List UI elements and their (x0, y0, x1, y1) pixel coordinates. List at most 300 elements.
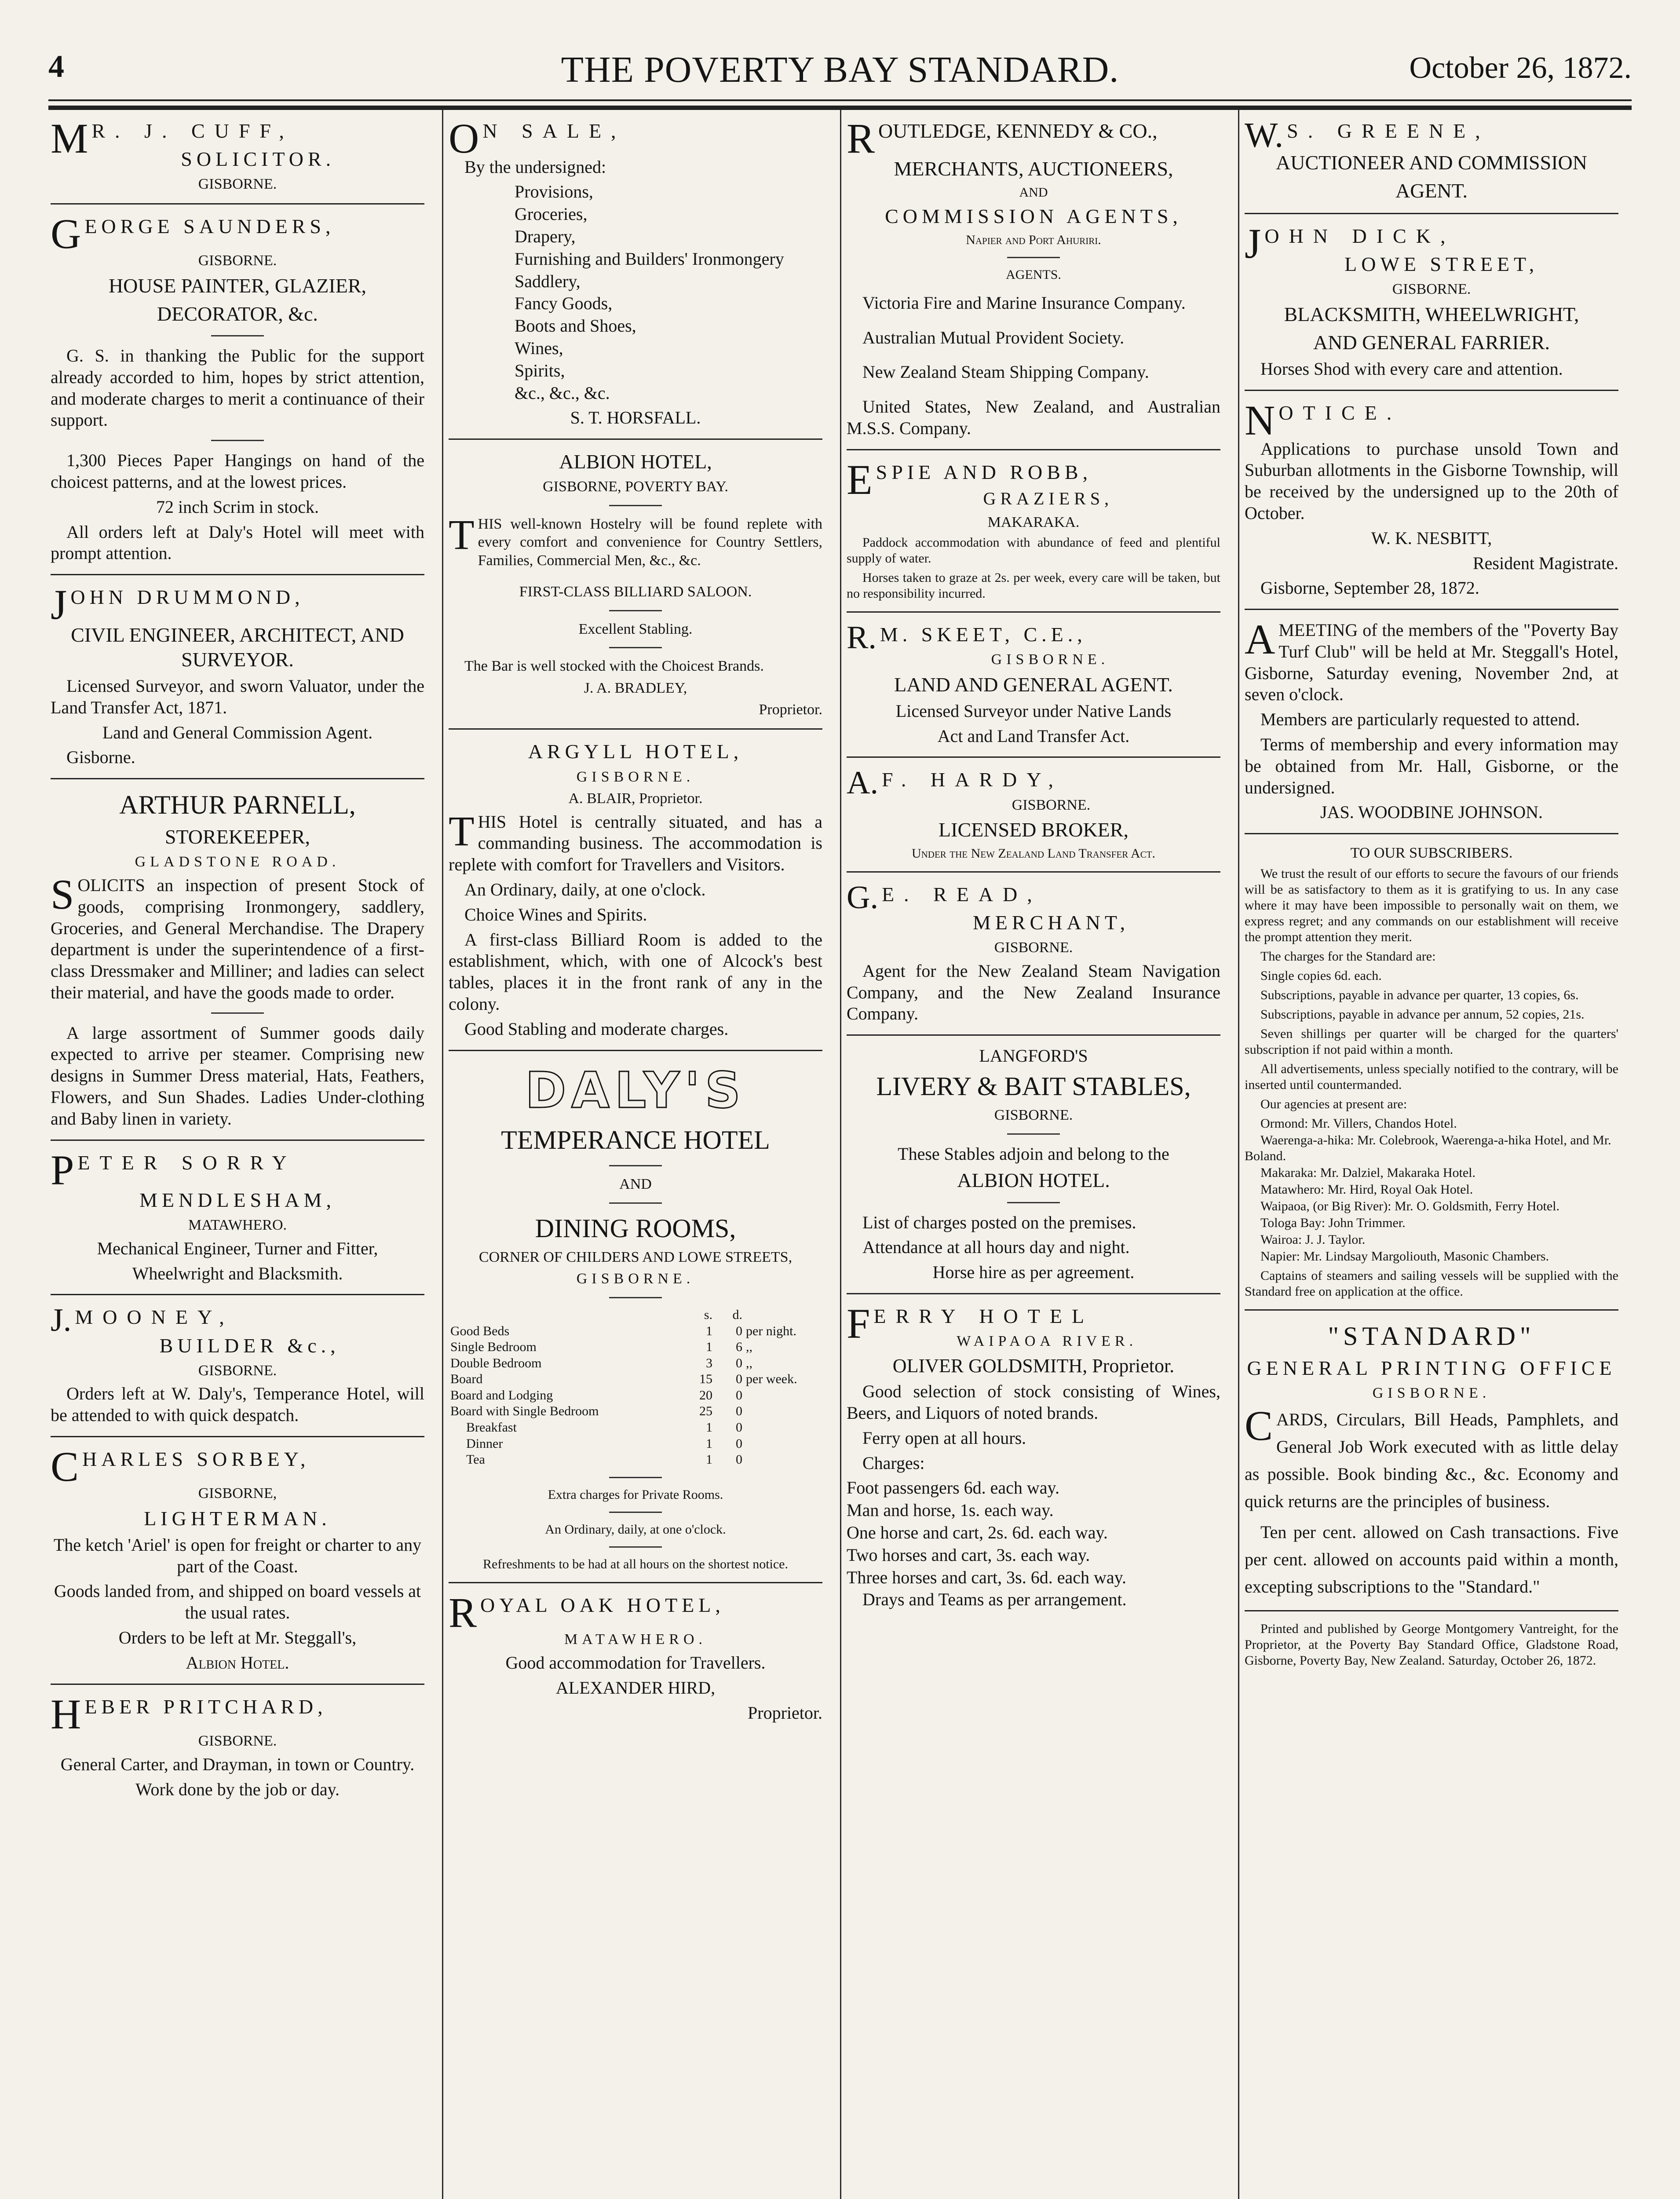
ad-divider (51, 1140, 424, 1141)
ad-location: GISBORNE. (198, 252, 277, 269)
list-item: Drays and Teams as per arrangement. (862, 1589, 1127, 1610)
list-item: Drapery, (515, 226, 576, 246)
ad-divider (449, 438, 822, 440)
table-cell: ,, (746, 1340, 752, 1355)
table-row (449, 1403, 822, 1420)
table-cell (744, 1420, 822, 1436)
ad-text: An Ordinary, daily, at one o'clock. (464, 879, 706, 899)
drop-cap: C (51, 1443, 79, 1490)
ad-title: MERCHANTS, AUCTIONEERS, (894, 157, 1173, 180)
ad-text: Attendance at all hours day and night. (862, 1237, 1130, 1257)
ad-text: Horses taken to graze at 2s. per week, every care will be taken, but no responsibility incurred. (847, 570, 1220, 601)
ad-text: MEETING of the members of the "Poverty Bay Turf Club" will be held at Mr. Steggall's Hotel, Gisborne, Saturday evening, November 2nd, at seven o'clock. (1245, 620, 1618, 705)
drop-cap: O (449, 119, 479, 162)
drop-cap: N (1245, 396, 1275, 444)
ad-standard-printing (1245, 1320, 1618, 1600)
newspaper-title: THE POVERTY BAY STANDARD. (561, 49, 1119, 90)
ad-subheading: DINING ROOMS, (535, 1213, 736, 1243)
drop-cap: M (51, 119, 88, 162)
ad-heading: "STANDARD" (1328, 1321, 1535, 1351)
list-item: Napier: Mr. Lindsay Margoliouth, Masonic Chambers. (1260, 1249, 1549, 1264)
notice-text: We trust the result of our efforts to secure the favours of our friends will be as satisfactory to them as it is gratifying to us. In any case where it may have been impossible to personally wait on them, we express regret; and any commands on our establishment will receive the prompt attention they merit. (1245, 866, 1618, 944)
ad-text: FIRST-CLASS BILLIARD SALOON. (519, 584, 752, 600)
ad-cuff (51, 119, 424, 194)
ad-hardy (847, 767, 1220, 862)
table-cell: 1 (706, 1323, 712, 1338)
drop-cap: F (847, 1300, 870, 1347)
table-cell: 1 (706, 1340, 712, 1355)
table-row (449, 1371, 822, 1388)
short-rule (211, 1012, 264, 1014)
drop-cap: S (51, 870, 74, 918)
list-item: Spirits, (515, 360, 565, 380)
ad-subheading: AGENTS. (1006, 267, 1061, 282)
ad-heading: EORGE SAUNDERS, (84, 215, 335, 237)
ad-location: MAKARAKA. (987, 514, 1080, 530)
ad-text: Licensed Surveyor under Native Lands (895, 701, 1172, 721)
drop-cap: T (449, 511, 475, 558)
ad-divider (1245, 1309, 1618, 1311)
ad-divider (51, 1436, 424, 1437)
agencies-list (1245, 1116, 1618, 1264)
column-4 (1245, 119, 1618, 2199)
ferry-charges-list (847, 1477, 1220, 1611)
ad-text: Choice Wines and Spirits. (464, 904, 647, 924)
ad-trade: DECORATOR, &c. (157, 302, 318, 325)
ad-proprietor: OLIVER GOLDSMITH, Proprietor. (892, 1355, 1175, 1377)
printer-imprint (1245, 1621, 1618, 1669)
notice-subscribers (1245, 844, 1618, 1299)
ad-text: A first-class Billiard Room is added to the establishment, which, with one of Alcock's best tables, places it in the front rank of any in the colony. (449, 929, 822, 1014)
ad-heading: OUTLEDGE, KENNEDY & CO., (878, 120, 1158, 142)
short-rule (211, 440, 264, 441)
notice-text: Captains of steamers and sailing vessels will be supplied with the Standard free on application at the office. (1245, 1268, 1618, 1299)
short-rule (609, 647, 662, 648)
table-cell: ,, (746, 1355, 752, 1370)
ad-location: Napier and Port Ahuriri. (966, 232, 1101, 247)
short-rule (1007, 1133, 1060, 1135)
table-cell: 0 (736, 1372, 742, 1387)
page-number: 4 (48, 49, 64, 84)
ad-text: Extra charges for Private Rooms. (548, 1487, 723, 1502)
table-cell: 15 (699, 1372, 712, 1387)
ad-parnell (51, 789, 424, 1130)
ad-pritchard (51, 1690, 424, 1801)
ad-title: GENERAL PRINTING OFFICE (1247, 1356, 1616, 1379)
ad-title: CIVIL ENGINEER, ARCHITECT, AND SURVEYOR. (71, 623, 404, 671)
ad-routledge (847, 119, 1220, 439)
ad-divider (1245, 390, 1618, 391)
ad-text: Work done by the job or day. (135, 1779, 340, 1799)
ad-title: AGENT. (1395, 179, 1468, 202)
ad-location: GISBORNE. (198, 176, 277, 193)
ad-location: GISBORNE. (198, 1733, 277, 1750)
ad-signature: S. T. HORSFALL. (570, 408, 701, 428)
list-item: Fancy Goods, (515, 293, 613, 314)
short-rule (609, 505, 662, 506)
table-cell: 1 (706, 1436, 712, 1451)
ad-divider (847, 756, 1220, 758)
ad-divider (51, 778, 424, 779)
drop-cap: T (449, 807, 475, 855)
ad-title: AND GENERAL FARRIER. (1313, 331, 1550, 354)
ad-text: Ten per cent. allowed on Cash transactions. Five per cent. allowed on accounts paid within a month, excepting subscriptions to the "Standard." (1245, 1522, 1618, 1596)
ad-heading: OHN DICK, (1264, 225, 1455, 248)
list-item: Furnishing and Builders' Ironmongery (515, 248, 784, 269)
ad-heading: LANGFORD'S (979, 1046, 1088, 1066)
ad-divider (1245, 1610, 1618, 1611)
ad-title: COMMISSION AGENTS, (885, 205, 1182, 227)
short-rule (609, 1297, 662, 1298)
ad-place: MENDLESHAM, (139, 1189, 336, 1212)
table-cell: per week. (746, 1372, 797, 1387)
ad-greene (1245, 119, 1618, 203)
ad-location: GISBORNE. (991, 651, 1110, 668)
list-item: Man and horse, 1s. each way. (847, 1500, 1054, 1520)
list-item: &c., &c., &c. (515, 383, 610, 403)
ad-divider (51, 1684, 424, 1685)
ad-text: Charges: (862, 1453, 925, 1473)
table-header: s. (704, 1307, 712, 1322)
table-cell: Single Bedroom (450, 1340, 537, 1355)
short-rule (609, 1477, 662, 1478)
ad-text: Terms of membership and every information may be obtained from Mr. Hall, Gisborne, or the undersigned. (1245, 734, 1618, 797)
ad-street: LOWE STREET, (1344, 253, 1539, 276)
notice-text: Subscriptions, payable in advance per quarter, 13 copies, 6s. (1260, 987, 1579, 1002)
ad-heading: ETER SORRY (77, 1151, 296, 1174)
drop-cap: G. (847, 880, 878, 916)
ad-text: An Ordinary, daily, at one o'clock. (545, 1522, 726, 1537)
masthead (48, 39, 1632, 90)
notice-text: Single copies 6d. each. (1260, 968, 1382, 983)
list-item: Waerenga-a-hika: Mr. Colebrook, Waerenga-a-hika Hotel, and Mr. Boland. (1245, 1132, 1611, 1163)
table-cell: 0 (736, 1355, 742, 1370)
ad-divider (847, 1293, 1220, 1294)
ad-location: GISBORNE. (1012, 796, 1091, 813)
ad-address: CORNER OF CHILDERS AND LOWE STREETS, (478, 1249, 793, 1265)
ad-text: Land and General Commission Agent. (102, 722, 373, 742)
ad-text: The Bar is well stocked with the Choicest Brands. (464, 658, 764, 675)
ad-text: HIS well-known Hostelry will be found replete with every comfort and convenience for Country Settlers, Families, Commercial Men, &c., &c. (478, 515, 822, 569)
ad-text: ALBION HOTEL. (957, 1169, 1110, 1192)
agency-item: Victoria Fire and Marine Insurance Company. (862, 292, 1186, 313)
ad-text: The ketch 'Ariel' is open for freight or charter to any part of the Coast. (53, 1534, 422, 1576)
ad-role: Proprietor. (748, 1702, 822, 1723)
ad-location: WAIPAOA RIVER. (957, 1333, 1138, 1350)
ad-text: Goods landed from, and shipped on board vessels at the usual rates. (54, 1581, 421, 1623)
list-item: Wines, (515, 338, 563, 358)
table-cell: Board and Lodging (450, 1388, 553, 1403)
column-1 (51, 119, 424, 2199)
ad-location: Gisborne. (66, 747, 135, 767)
ad-argyll-hotel (449, 739, 822, 1040)
notice-text: Subscriptions, payable in advance per annum, 52 copies, 21s. (1260, 1007, 1585, 1022)
ad-text: Under the New Zealand Land Transfer Act. (911, 846, 1156, 861)
ad-saunders (51, 210, 424, 564)
drop-cap: R (449, 1589, 477, 1636)
ad-heading: ARGYLL HOTEL, (528, 740, 743, 763)
ad-text: Act and Land Transfer Act. (937, 726, 1130, 746)
ad-signature: ALEXANDER HIRD, (555, 1677, 716, 1698)
list-item: Provisions, (515, 182, 593, 202)
ad-heading: HARLES SORBEY, (82, 1447, 310, 1470)
table-cell: 3 (706, 1355, 712, 1370)
drop-cap: J. (51, 1302, 72, 1339)
table-cell: 0 (736, 1420, 742, 1435)
list-item: Three horses and cart, 3s. 6d. each way. (847, 1567, 1127, 1587)
notice-heading: TO OUR SUBSCRIBERS. (1350, 845, 1513, 862)
ad-read (847, 882, 1220, 1025)
ad-text: Applications to purchase unsold Town and Suburban allotments in the Gisborne Township, will be received by the undersigned up to the 20th of October. (1245, 438, 1618, 523)
ad-role: Resident Magistrate. (1472, 553, 1618, 573)
ad-text: A large assortment of Summer goods daily expected to arrive per steamer. Comprising new designs in Summer Dress material, Hats, Feathers, Flowers, and Sun Shades. Ladies Under-clothing and Baby linen in variety. (51, 1023, 424, 1129)
agency-item: New Zealand Steam Shipping Company. (862, 362, 1149, 382)
ad-text: Good selection of stock consisting of Wines, Beers, and Liquors of noted brands. (847, 1381, 1220, 1423)
ad-title: SOLICITOR. (181, 148, 336, 171)
notice-text: Our agencies at present are: (1260, 1096, 1407, 1111)
ad-notice (1245, 396, 1618, 599)
ad-location: GLADSTONE ROAD. (135, 854, 340, 870)
ad-sorry (51, 1146, 424, 1285)
ad-heading: M. SKEET, C.E., (880, 623, 1087, 646)
ad-location: GISBORNE. (576, 1271, 695, 1287)
list-item: Waipaoa, (or Big River): Mr. O. Goldsmith, Ferry Hotel. (1260, 1198, 1559, 1213)
ad-signature: J. A. BRADLEY, (584, 679, 687, 696)
table-cell: Good Beds (450, 1323, 510, 1338)
list-item: Groceries, (515, 204, 588, 224)
short-rule (609, 1165, 662, 1166)
ad-on-sale (449, 119, 822, 429)
ad-heading: DALY'S (525, 1062, 746, 1119)
table-cell: 0 (736, 1323, 742, 1338)
ad-heading: MOONEY, (75, 1306, 234, 1329)
ad-heading: F. HARDY, (881, 768, 1063, 791)
notice-text: Seven shillings per quarter will be charged for the quarters' subscription if not paid within a month. (1245, 1026, 1618, 1057)
list-item: Makaraka: Mr. Dalziel, Makaraka Hotel. (1260, 1165, 1475, 1180)
ad-albion-hotel (449, 449, 822, 719)
ad-location: MATAWHERO. (188, 1217, 287, 1234)
ad-divider (449, 1050, 822, 1051)
ad-text: By the undersigned: (464, 157, 606, 177)
table-cell: Breakfast (466, 1420, 517, 1435)
list-item: One horse and cart, 2s. 6d. each way. (847, 1523, 1108, 1542)
ad-divider (1245, 609, 1618, 610)
ad-langford (847, 1045, 1220, 1283)
table-row (449, 1339, 822, 1355)
table-cell: Board with Single Bedroom (450, 1404, 599, 1419)
agency-item: Australian Mutual Provident Society. (862, 327, 1125, 347)
table-row (449, 1420, 822, 1436)
table-cell: 0 (736, 1388, 742, 1403)
ad-title: LICENSED BROKER, (939, 818, 1129, 841)
ad-text: Horses Shod with every care and attention. (1260, 359, 1563, 379)
ad-divider (449, 1582, 822, 1583)
ad-text: HIS Hotel is centrally situated, and has a commanding business. The accommodation is replete with comfort for Travellers and Visitors. (449, 811, 822, 875)
ad-title: AUCTIONEER AND COMMISSION (1276, 151, 1587, 174)
drop-cap: J (1245, 220, 1261, 267)
ad-title: LIGHTERMAN. (144, 1507, 331, 1530)
table-cell: per night. (746, 1323, 796, 1338)
list-item: Matawhero: Mr. Hird, Royal Oak Hotel. (1260, 1182, 1473, 1197)
ad-divider (51, 1294, 424, 1295)
ad-text: G. S. in thanking the Public for the support already accorded to him, hopes by strict attention, and moderate charges to merit a continuance of their support. (51, 345, 424, 430)
masthead-rule-thin (48, 99, 1632, 101)
drop-cap: R. (847, 620, 877, 656)
ad-text: Orders left at W. Daly's, Temperance Hotel, will be attended to with quick despatch. (51, 1384, 424, 1425)
ad-skeet (847, 622, 1220, 747)
list-item: Foot passengers 6d. each way. (847, 1478, 1059, 1498)
drop-cap: W. (1245, 119, 1284, 155)
ad-divider (51, 203, 424, 205)
table-cell: 1 (706, 1420, 712, 1435)
table-header: d. (732, 1307, 742, 1322)
list-item: Ormond: Mr. Villers, Chandos Hotel. (1260, 1116, 1457, 1131)
table-cell: 6 (736, 1340, 742, 1355)
ad-location: GISBORNE. (1392, 281, 1471, 298)
table-cell: 20 (699, 1388, 712, 1403)
ad-title: LIVERY & BAIT STABLES, (876, 1072, 1191, 1101)
ad-heading: N SALE, (482, 120, 626, 142)
column-rule (1238, 110, 1239, 2199)
ad-heading: OTICE. (1278, 401, 1402, 424)
ad-text: These Stables adjoin and belong to the (898, 1143, 1169, 1164)
issue-date: October 26, 1872. (1409, 51, 1632, 85)
column-2 (449, 119, 822, 2199)
list-item: Two horses and cart, 3s. each way. (847, 1545, 1090, 1565)
ad-espie-robb (847, 456, 1220, 602)
table-cell: Tea (466, 1452, 485, 1467)
ad-text: Albion Hotel. (186, 1652, 289, 1673)
ad-signature: JAS. WOODBINE JOHNSON. (1320, 802, 1543, 822)
drop-cap: G (51, 210, 81, 257)
ad-heading: ALBION HOTEL, (559, 450, 712, 473)
notice-text: The charges for the Standard are: (1260, 949, 1436, 964)
drop-cap: A (1245, 616, 1275, 663)
ad-heading: E. READ, (881, 883, 1042, 906)
ad-title: MERCHANT, (972, 911, 1130, 934)
ad-divider (847, 449, 1220, 450)
ad-signature: W. K. NESBITT, (1371, 528, 1492, 548)
ad-text: Refreshments to be had at all hours on the shortest notice. (483, 1556, 788, 1571)
ad-text: General Carter, and Drayman, in town or Country. (60, 1754, 415, 1774)
table-cell (744, 1403, 822, 1420)
drop-cap: C (1245, 1402, 1273, 1449)
table-cell: 0 (736, 1404, 742, 1419)
ad-divider (51, 574, 424, 575)
table-cell: Board (450, 1372, 483, 1387)
ad-heading: SPIE AND ROBB, (876, 460, 1092, 483)
ad-drummond (51, 581, 424, 768)
ad-text: Ferry open at all hours. (862, 1428, 1026, 1448)
ad-text: OLICITS an inspection of present Stock of goods, comprising Ironmongery, saddlery, Groceries, and General Merchandise. The Drapery department is under the superintendence of a first-class Dressmaker and Milliner; and ladies can select their material, and have the goods made to order. (51, 875, 424, 1002)
short-rule (609, 610, 662, 611)
ad-text: Mechanical Engineer, Turner and Fitter, (97, 1238, 378, 1258)
ad-text: Good accommodation for Travellers. (505, 1652, 766, 1673)
ad-divider (847, 1034, 1220, 1036)
table-row (449, 1355, 822, 1372)
ad-location: GISBORNE. (198, 1362, 277, 1379)
drop-cap: H (51, 1690, 81, 1738)
short-rule (1007, 1202, 1060, 1203)
ad-heading: OYAL OAK HOTEL, (480, 1593, 725, 1616)
ad-ferry-hotel (847, 1300, 1220, 1611)
ad-text: Wheelwright and Blacksmith. (132, 1263, 343, 1283)
ad-title: STOREKEEPER, (164, 826, 310, 848)
ad-divider (847, 611, 1220, 613)
rates-table (449, 1307, 822, 1468)
list-item: Tologa Bay: John Trimmer. (1260, 1215, 1406, 1230)
ad-text: Orders to be left at Mr. Steggall's, (118, 1628, 357, 1648)
goods-list (449, 181, 822, 404)
ad-text: Good Stabling and moderate charges. (464, 1019, 729, 1039)
table-cell: 1 (706, 1452, 712, 1467)
ad-title: LAND AND GENERAL AGENT. (894, 673, 1173, 696)
ad-text: AND (1019, 185, 1048, 200)
ad-date: Gisborne, September 28, 1872. (1260, 578, 1479, 598)
agency-item: United States, New Zealand, and Australian M.S.S. Company. (847, 397, 1220, 438)
ad-text: Paddock accommodation with abundance of feed and plentiful supply of water. (847, 535, 1220, 566)
ad-heading: OHN DRUMMOND, (70, 586, 304, 609)
ad-location: GISBORNE. (994, 1107, 1073, 1124)
ad-dick (1245, 220, 1618, 380)
imprint-text: Printed and published by George Montgomery Vantreight, for the Proprietor, at the Poverty Bay Standard Office, Gladstone Road, Gisborne, Poverty Bay, New Zealand. Saturday, October 26, 1872. (1245, 1621, 1618, 1668)
ad-text: ARDS, Circulars, Bill Heads, Pamphlets, and General Job Work executed with as little delay as possible. Book binding &c., &c. Economy and quick returns are the principles of business. (1245, 1409, 1618, 1511)
ad-text: AND (619, 1176, 652, 1193)
ad-text: Excellent Stabling. (578, 621, 693, 637)
table-cell: Dinner (466, 1436, 503, 1451)
ad-location: GISBORNE. (994, 939, 1073, 956)
ad-royal-oak (449, 1589, 822, 1724)
table-cell (744, 1452, 822, 1468)
ad-heading: EBER PRITCHARD, (84, 1695, 327, 1718)
ad-title: BUILDER &c., (159, 1334, 340, 1357)
ad-heading: ARTHUR PARNELL, (119, 790, 356, 820)
table-cell (744, 1436, 822, 1452)
short-rule (211, 335, 264, 336)
column-rule (442, 110, 443, 2199)
ad-location: GISBORNE. (576, 768, 695, 785)
table-header-row (449, 1307, 822, 1323)
drop-cap: J (51, 581, 67, 628)
ad-sorbey (51, 1443, 424, 1674)
table-cell: 0 (736, 1436, 742, 1451)
ad-text: Agent for the New Zealand Steam Navigation Company, and the New Zealand Insurance Company. (847, 961, 1220, 1024)
list-item: Saddlery, (515, 271, 581, 291)
ad-role: Proprietor. (759, 701, 822, 718)
table-row (449, 1452, 822, 1468)
ad-title: BLACKSMITH, WHEELWRIGHT, (1284, 303, 1579, 325)
drop-cap: R (847, 119, 875, 162)
ad-turf-club (1245, 616, 1618, 823)
ad-text: Members are particularly requested to attend. (1260, 709, 1580, 730)
table-cell: Double Bedroom (450, 1355, 542, 1370)
table-cell: 25 (699, 1404, 712, 1419)
ad-location: GISBORNE. (1372, 1385, 1491, 1402)
ad-divider (1245, 833, 1618, 834)
ad-text: 72 inch Scrim in stock. (156, 497, 319, 517)
short-rule (609, 1512, 662, 1513)
ad-divider (1245, 213, 1618, 214)
notice-text: All advertisements, unless specially notified to the contrary, will be inserted until countermanded. (1245, 1061, 1618, 1092)
ad-mooney (51, 1302, 424, 1426)
column-rule (840, 110, 841, 2199)
ad-text: Horse hire as per agreement. (932, 1262, 1135, 1282)
table-cell: 0 (736, 1452, 742, 1467)
short-rule (609, 1546, 662, 1548)
short-rule (1007, 257, 1060, 258)
table-row (449, 1323, 822, 1340)
ad-location: GISBORNE, (198, 1485, 277, 1502)
